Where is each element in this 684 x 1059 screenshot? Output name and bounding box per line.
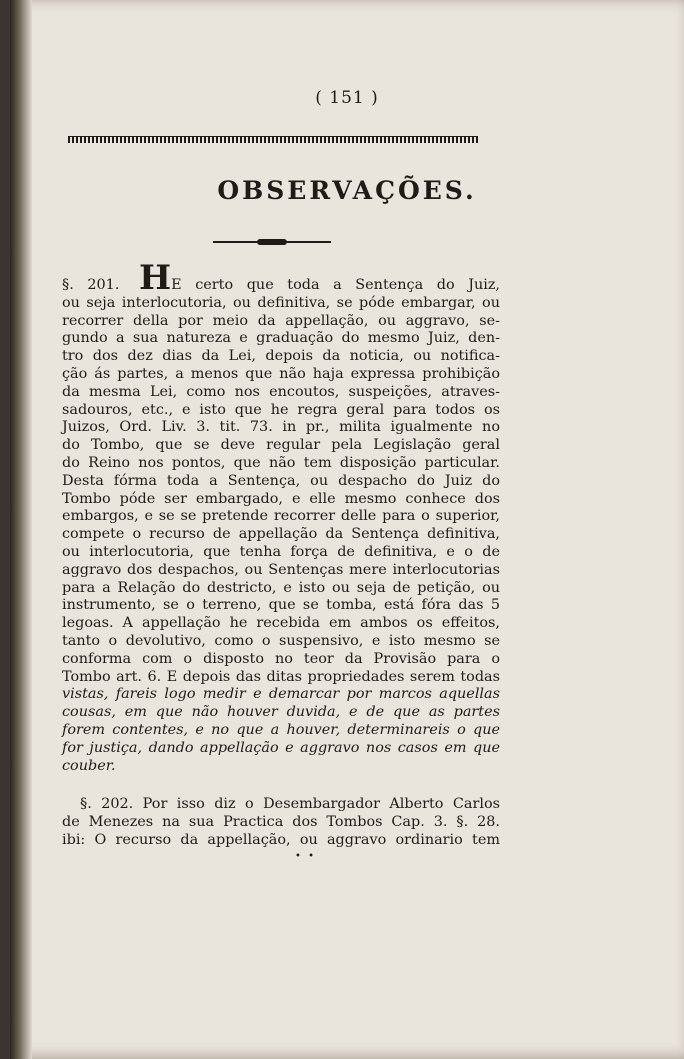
text-line: compete o recurso de appellação da Sentença definitiva,: [62, 526, 500, 543]
text-line: gundo a sua natureza e graduação do mesmo Juiz, den-: [62, 330, 500, 347]
text-line: ibi: O recurso da appellação, ou aggravo ordinario tem: [62, 831, 500, 848]
text-line: §. 201. HE certo que toda a Sentença do Juiz,: [62, 258, 500, 298]
text-line: legoas. A appellação he recebida em ambos os effeitos,: [62, 615, 500, 632]
text-line: ou interlocutoria, que tenha força de definitiva, e o de: [62, 543, 500, 560]
book-page: [10, 0, 684, 1059]
italic-quote-line: cousas, em que não houver duvida, e de que as partes: [62, 704, 500, 721]
drop-cap: H: [139, 258, 172, 298]
text-line: Tombo art. 6. E depois das ditas propriedades serem todas: [62, 668, 500, 685]
italic-quote-line: couber.: [62, 757, 116, 774]
text-line: embargos, e se se pretende recorrer delle para o superior,: [62, 508, 500, 525]
text-line: da mesma Lei, como nos encoutos, suspeições, atraves-: [62, 383, 500, 400]
text-line: §. 202. Por isso diz o Desembargador Alberto Carlos: [80, 796, 500, 812]
text-line: sadouros, etc., e isto que he regra geral para todos os: [62, 401, 500, 418]
text-line: tanto o devolutivo, como o suspensivo, e isto mesmo se: [62, 632, 500, 649]
text-line: instrumento, se o terreno, que se tomba, está fóra das 5: [62, 597, 500, 614]
italic-quote-line: vistas, fareis logo medir e demarcar por marcos aquellas: [62, 686, 500, 703]
text-line: Juizos, Ord. Liv. 3. tit. 73. in pr., milita igualmente no: [62, 419, 500, 436]
decorative-rule: [68, 136, 478, 143]
italic-quote-line: forem contentes, e no que a houver, determinareis o que: [62, 721, 500, 738]
italic-quote-line: for justiça, dando appellação e aggravo nos casos em que: [62, 739, 500, 756]
text-line: ou seja interlocutoria, ou definitiva, se póde embargar, ou: [62, 294, 500, 311]
text-line: recorrer della por meio da appellação, ou aggravo, se-: [62, 312, 500, 329]
page-heading: OBSERVAÇÕES.: [217, 176, 477, 205]
page-number: ( 151 ): [315, 88, 379, 108]
text-line: tro dos dez dias da Lei, depois da noticia, ou notifica-: [62, 348, 500, 365]
ornament-divider: [213, 239, 331, 245]
section-number: §. 201.: [62, 277, 120, 293]
text-line: Desta fórma toda a Sentença, ou despacho do Juiz do: [62, 472, 500, 489]
text-line: ção ás partes, a menos que não haja expressa prohibição: [62, 365, 500, 382]
text-line: Tombo póde ser embargado, e elle mesmo conhece dos: [62, 490, 500, 507]
signature-mark: • •: [295, 851, 316, 862]
page-gutter-shadow: [10, 0, 32, 1059]
text-line: do Tombo, que se deve regular pela Legislação geral: [62, 437, 500, 454]
paragraph-202: [62, 796, 500, 849]
text-line: de Menezes na sua Practica dos Tombos Cap. 3. §. 28.: [62, 813, 500, 830]
text-line: do Reino nos pontos, que não tem disposição particular.: [62, 454, 500, 471]
text-line: para a Relação do destricto, e isto ou seja de petição, ou: [62, 579, 500, 596]
text-line: conforma com o disposto no teor da Provisão para o: [62, 650, 500, 667]
paragraph-201: [62, 258, 500, 775]
text-line: aggravo dos despachos, ou Sentenças mere interlocutorias: [62, 561, 500, 578]
